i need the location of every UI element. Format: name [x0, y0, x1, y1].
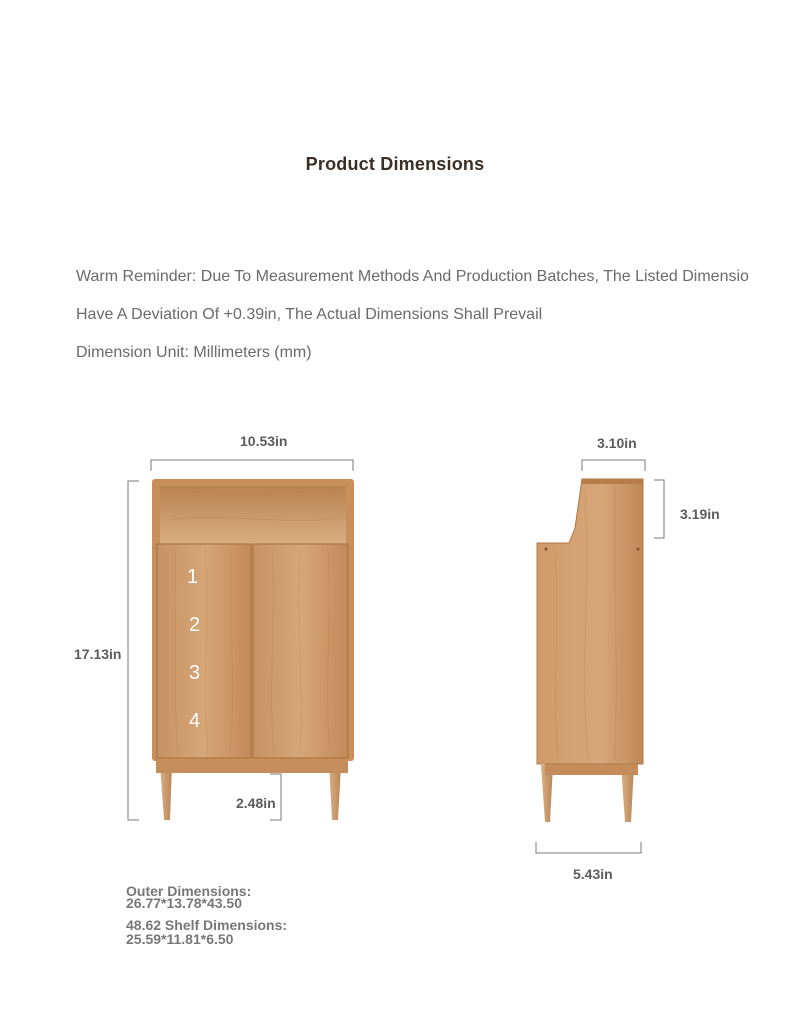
side-top-depth-bracket	[582, 460, 645, 471]
shelf-number-4: 4	[189, 710, 201, 732]
shelf-number-1: 1	[187, 566, 199, 588]
warm-reminder-line-1: Warm Reminder: Due To Measurement Methods And Production Batches, The Listed Dimensio	[76, 268, 749, 285]
shelf-dimensions-value: 25.59*11.81*6.50	[126, 931, 234, 947]
shelf-dimensions-label: 48.62 Shelf Dimensions:	[126, 917, 288, 933]
front-height-label: 17.13in	[74, 646, 122, 662]
front-width-bracket	[151, 460, 353, 471]
outer-dimensions-label: Outer Dimensions:	[126, 883, 252, 899]
dimension-unit-note: Dimension Unit: Millimeters (mm)	[76, 344, 312, 361]
shelf-number-2: 2	[189, 614, 201, 636]
side-top-height-label: 3.19in	[680, 506, 720, 522]
side-depth-bracket	[536, 842, 641, 853]
front-cabinet	[152, 479, 354, 820]
side-top-height-bracket	[654, 480, 664, 538]
side-cabinet	[537, 479, 643, 822]
side-top-depth-label: 3.10in	[597, 435, 637, 451]
side-depth-label: 5.43in	[573, 866, 613, 882]
front-leg-label: 2.48in	[236, 795, 276, 811]
front-door-right	[253, 544, 348, 758]
front-width-label: 10.53in	[240, 433, 288, 449]
front-leg-left	[160, 765, 172, 820]
side-panel	[537, 479, 643, 764]
outer-dimensions-value: 26.77*13.78*43.50	[126, 895, 242, 911]
warm-reminder-line-2: Have A Deviation Of +0.39in, The Actual Dimensions Shall Prevail	[76, 306, 543, 323]
front-height-bracket	[128, 481, 139, 820]
shelf-number-3: 3	[189, 662, 201, 684]
page-title: Product Dimensions	[305, 154, 485, 174]
front-door-left	[157, 544, 251, 758]
front-leg-right	[329, 765, 341, 820]
